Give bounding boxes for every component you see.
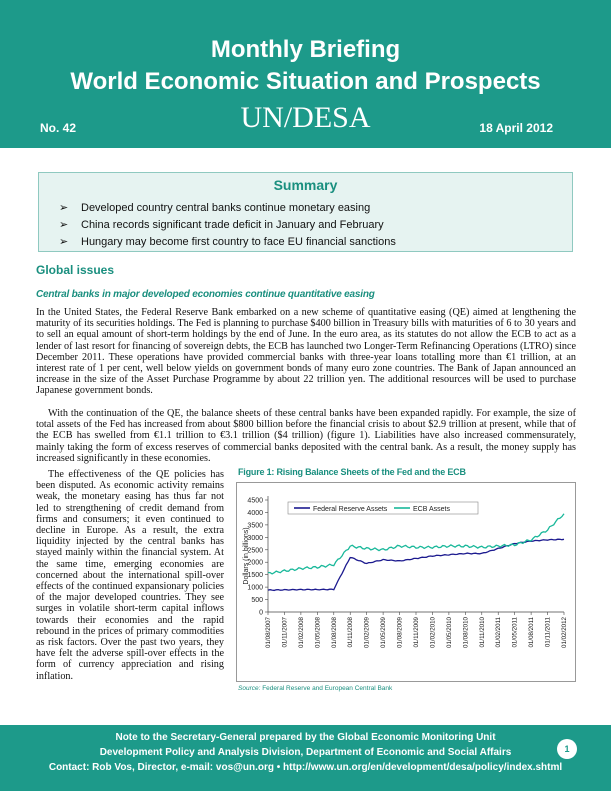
briefing-title: Monthly Briefing <box>210 36 401 63</box>
source-label: Source: <box>238 685 261 692</box>
x-tick-label: 01/08/2011 <box>528 617 536 648</box>
x-tick-label: 01/02/2010 <box>429 617 437 648</box>
x-tick-label: 01/05/2009 <box>380 617 388 648</box>
x-tick-label: 01/05/2010 <box>445 617 453 648</box>
footer-contact: Contact: Rob Vos, Director, e-mail: vos@un.org • http://www.un.org/en/development/desa/policy/index.shtml <box>48 762 563 773</box>
subheading: Central banks in major developed economies continue quantitative easing <box>36 289 375 300</box>
arrow-icon: ➢ <box>59 236 69 248</box>
x-tick-label: 01/11/2011 <box>544 617 552 648</box>
y-tick-label: 4000 <box>247 509 263 517</box>
y-tick-label: 3500 <box>247 522 263 530</box>
arrow-icon: ➢ <box>59 202 69 214</box>
y-tick-label: 2000 <box>247 559 263 567</box>
x-tick-label: 01/11/2009 <box>413 617 420 648</box>
x-tick-label: 01/02/2012 <box>561 617 568 648</box>
section-title: Global issues <box>36 263 115 277</box>
y-tick-label: 1500 <box>247 572 263 580</box>
org-name: UN/DESA <box>240 101 371 134</box>
summary-item-text: Hungary may become first country to face EU financial sanctions <box>81 236 396 248</box>
x-tick-label: 01/11/2010 <box>478 617 486 648</box>
x-tick-label: 01/08/2008 <box>330 617 338 648</box>
footer-division: Development Policy and Analysis Division, Department of Economic and Social Affairs <box>99 747 512 758</box>
summary-item <box>59 201 370 214</box>
y-tick-label: 1000 <box>247 584 263 592</box>
arrow-icon: ➢ <box>59 219 69 231</box>
x-tick-label: 01/08/2010 <box>462 617 470 648</box>
briefing-subtitle: World Economic Situation and Prospects <box>70 68 541 95</box>
footer-note: Note to the Secretary-General prepared by the Global Economic Monitoring Unit <box>115 732 496 743</box>
paragraph-2: With the continuation of the QE, the balance sheets of these central banks have been expanded rapidly. For example, the size of total assets of the Fed has increased from about $800 billion before the financial crisis to about $2.9 trillion at present, while that of the ECB has swelled from €1.1 trillion to €3.1 trillion ($4 trillion) (figure 1). Liabilities have also increased commensurately, mainly taking the form of excess reserves of commercial banks deposited with the central bank. As a result, the money supply has increased significantly in these economies. <box>36 408 576 464</box>
y-tick-label: 3000 <box>247 534 263 542</box>
legend-label: Federal Reserve Assets <box>313 506 388 513</box>
page-number: 1 <box>557 739 577 759</box>
y-axis-label: Dollars (in billions) <box>243 527 250 585</box>
balance-sheet-chart <box>236 482 576 682</box>
summary-title: Summary <box>273 177 338 193</box>
x-tick-label: 01/05/2011 <box>511 617 519 648</box>
x-tick-label: 01/02/2009 <box>363 617 371 648</box>
summary-item <box>59 235 396 248</box>
summary-item-text: China records significant trade deficit in January and February <box>81 219 384 231</box>
y-tick-label: 2500 <box>247 547 263 555</box>
footer-banner <box>0 725 611 791</box>
paragraph-1: In the United States, the Federal Reserve Bank embarked on a new scheme of quantitative easing (QE) aimed at lengthening the maturity of its securities holdings. The Fed is planning to purchase $400 billion in Treasury bills with maturities of 6 to 30 years and to sell an equal amount of short-term holdings by the end of June. In the euro area, as its statutes do not allow the ECB to act as a lender of last resort for financing of sovereign debts, the ECB has launched two Longer-Term Refinancing Operations (LTRO) since December 2011. These operations have provided commercial banks with three-year loans totalling more than €1 trillion, at an interest rate of 1 per cent, well below yields on government bonds of many euro zone countries. The Bank of Japan announced an increase in the size of the Asset Purchase Programme by about 22 trillion yen. The additional resources will be used to purchase Japanese government bonds. <box>36 307 576 397</box>
x-tick-label: 01/11/2008 <box>347 617 355 648</box>
summary-item-text: Developed country central banks continue monetary easing <box>81 202 371 214</box>
x-tick-label: 01/02/2008 <box>297 617 305 648</box>
x-tick-label: 01/05/2008 <box>314 617 322 648</box>
y-tick-label: 4500 <box>247 497 263 505</box>
summary-box <box>38 172 573 252</box>
paragraph-3: The effectiveness of the QE policies has been disputed. As economic activity remains weak, the monetary easing has thus far not led to strengthening of credit demand from firms and consumers; it even continued to decline in Europe. As a result, the extra liquidity injected by the central banks has stayed mainly within the financial system. At the same time, emerging economies are concerned about the international spill-over effects of the continued expansionary policies of the major developed countries. They see surges in volatile short-term capital inflows towards their economies and the rapid rebound in the prices of primary commodities as risk factors. Over the past two years, they have felt the adverse spill-over effects in the form of currency appreciation and rising inflation. <box>36 469 224 682</box>
legend-label: ECB Assets <box>413 506 450 513</box>
y-tick-label: 0 <box>259 609 263 617</box>
summary-item <box>59 218 384 231</box>
y-tick-label: 500 <box>251 597 263 605</box>
issue-date: 18 April 2012 <box>479 121 553 135</box>
source-text: Federal Reserve and European Central Bank <box>260 685 393 692</box>
issue-number: No. 42 <box>40 121 77 135</box>
x-tick-label: 01/02/2011 <box>495 617 503 648</box>
x-tick-label: 01/11/2007 <box>281 617 289 648</box>
header-banner <box>0 0 611 148</box>
figure-source <box>238 685 392 692</box>
x-tick-label: 01/08/2007 <box>265 617 272 648</box>
x-tick-label: 01/08/2009 <box>396 617 404 648</box>
figure-title: Figure 1: Rising Balance Sheets of the Fed and the ECB <box>238 467 466 477</box>
